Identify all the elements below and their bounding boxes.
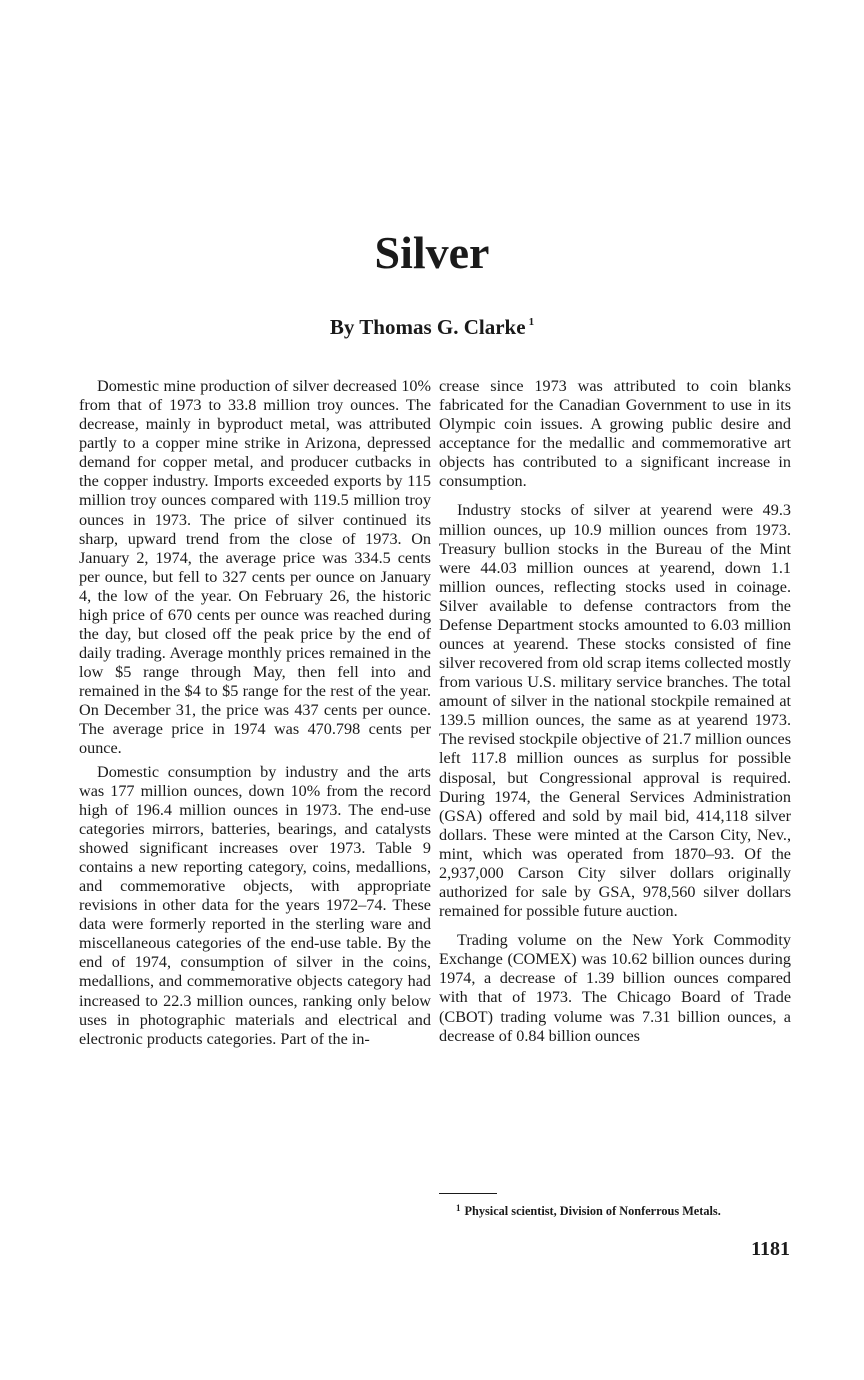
footnote [456,1200,806,1219]
left-column [79,377,431,1049]
right-column [439,377,791,1046]
paragraph-domestic-consumption: Domestic consumption by industry and the arts was 177 million ounces, down 10% from the record high of 196.4 million ounces in 1973. The end-use categories mirrors, batteries, bearings, and catalysts showed significant increases over 1973. Table 9 contains a new reporting category, coins, medallions, and commemorative objects, with appropriate revisions in other data for the years 1972–74. These data were formerly reported in the sterling ware and miscellaneous categories of the end-use table. By the end of 1974, consumption of silver in the coins, medallions, and commemorative objects category had increased to 22.3 million ounces, ranking only below uses in photographic materials and electrical and electronic products categories. Part of the in- [79,762,431,1048]
footnote-mark: 1 [456,1203,461,1213]
footnote-divider [439,1193,497,1194]
paragraph-trading-volume: Trading volume on the New York Commodity Exchange (COMEX) was 10.62 billion ounces during 1974, a decrease of 1.39 billion ounces compared with that of 1973. The Chicago Board of Trade (CBOT) trading volume was 7.31 billion ounces, a decrease of 0.84 billion ounces [439,931,791,1045]
paragraph-consumption-continued: crease since 1973 was attributed to coin blanks fabricated for the Canadian Government to use in its Olympic coin issues. A growing public desire and acceptance for the medallic and commemorative art objects has contributed to a significant increase in consumption. [439,377,791,491]
page-number: 1181 [751,1238,790,1260]
paragraph-industry-stocks: Industry stocks of silver at yearend were 49.3 million ounces, up 10.9 million ounces from 1973. Treasury bullion stocks in the Bureau of the Mint were 44.03 million ounces at yearend, down 1.1 million ounces, reflecting stocks used in coinage. Silver available to defense contractors from the Defense Department stocks amounted to 6.03 million ounces at yearend. These stocks consisted of fine silver recovered from old scrap items collected mostly from various U.S. military service branches. The total amount of silver in the national stockpile remained at 139.5 million ounces, the same as at yearend 1973. The revised stockpile objective of 21.7 million ounces left 117.8 million ounces as surplus for possible disposal, but Congressional approval is required. During 1974, the General Services Administration (GSA) offered and sold by mail bid, 414,118 silver dollars. These were minted at the Carson City, Nev., mint, which was operated from 1870–93. Of the 2,937,000 Carson City silver dollars originally authorized for sale by GSA, 978,560 silver dollars remained for possible future auction. [439,501,791,921]
footnote-reference: 1 [528,316,535,328]
author-name: By Thomas G. Clarke [329,315,526,339]
footnote-text: Physical scientist, Division of Nonferrous Metals. [464,1204,721,1218]
article-title: Silver [374,226,490,278]
byline [0,309,864,340]
paragraph-mine-production: Domestic mine production of silver decreased 10% from that of 1973 to 33.8 million troy ounces. The decrease, mainly in byproduct metal, was attributed partly to a copper mine strike in Arizona, depressed demand for copper metal, and producer cutbacks in the copper industry. Imports exceeded exports by 115 million troy ounces compared with 119.5 million troy ounces in 1973. The price of silver continued its sharp, upward trend from the close of 1973. On January 2, 1974, the average price was 334.5 cents per ounce, but fell to 327 cents per ounce on January 4, the low of the year. On February 26, the historic high price of 670 cents per ounce was reached during the day, but closed off the peak price by the end of daily trading. Average monthly prices remained in the low $5 range through May, then fell into and remained in the $4 to $5 range for the rest of the year. On December 31, the price was 437 cents per ounce. The average price in 1974 was 470.798 cents per ounce. [79,377,431,758]
